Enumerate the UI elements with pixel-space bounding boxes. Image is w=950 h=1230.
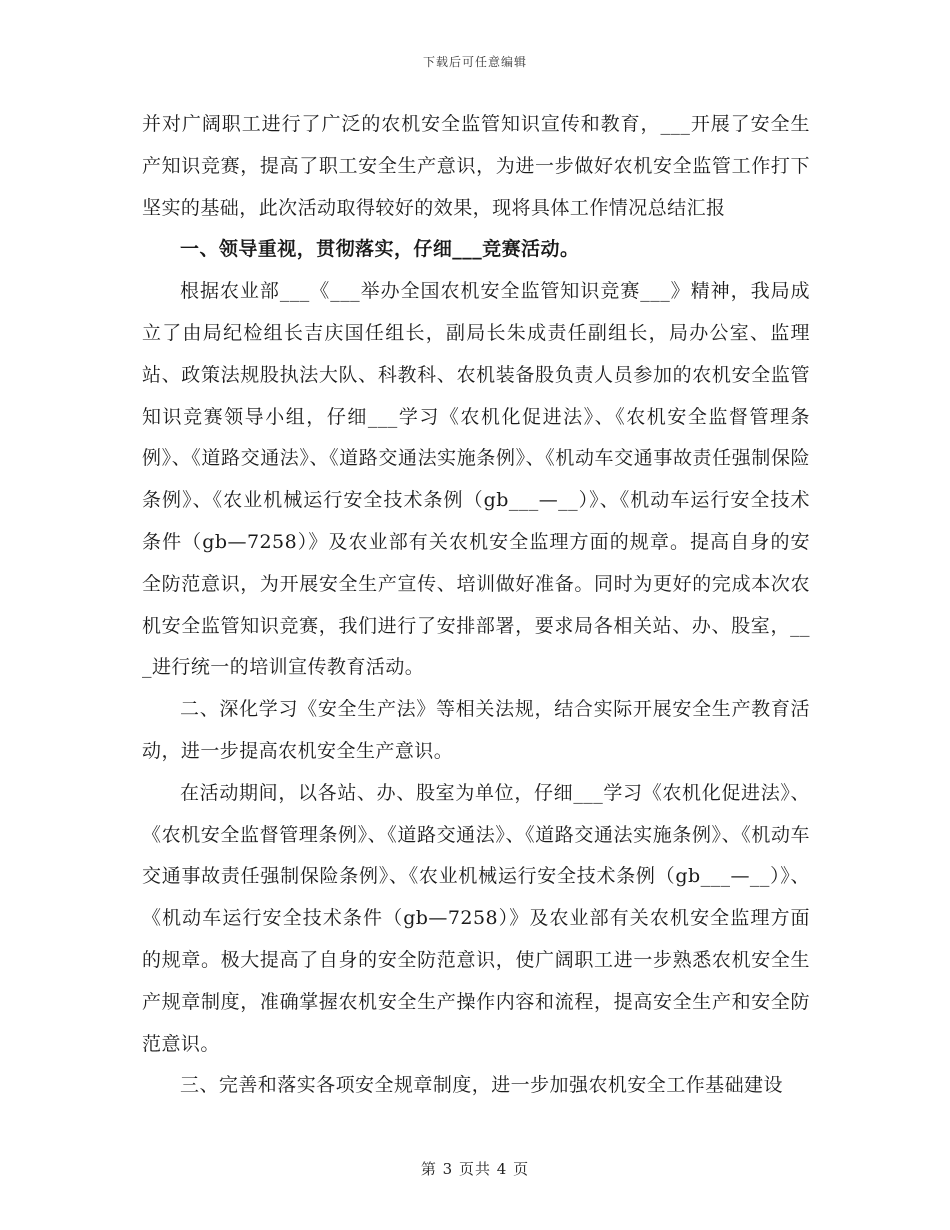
paragraph-intro-continued: 并对广阔职工进行了广泛的农机安全监管知识宣传和教育，___开展了安全生产知识竞赛，提高了职工安全生产意识，为进一步做好农机安全监管工作打下坚实的基础，此次活动取得较好的效果，现将具体工作情况总结汇报 (142, 113, 810, 219)
document-body (142, 104, 810, 1107)
section-heading-1: 一、领导重视，贯彻落实，仔细___竞赛活动。 (180, 238, 580, 261)
paragraph-section-1-body: 根据农业部___《___举办全国农机安全监管知识竞赛___》精神，我局成立了由局纪检组长吉庆国任组长，副局长朱成责任副组长，局办公室、监理站、政策法规股执法大队、科教科、农机装备股负责人员参加的农机安全监管知识竞赛领导小组，仔细___学习《农机化促进法》、《农机安全监督管理条例》、《道路交通法》、《道路交通法实施条例》、《机动车交通事故责任强制保险条例》、《农业机械运行安全技术条例（gb___—__）》、《机动车运行安全技术条件（gb—7258）》及农业部有关农机安全监理方面的规章。提高自身的安全防范意识，为开展安全生产宣传、培训做好准备。同时为更好的完成本次农机安全监管知识竞赛，我们进行了安排部署，要求局各相关站、办、股室，___进行统一的培训宣传教育活动。 (142, 280, 810, 679)
page-number: 第 3 页共 4 页 (420, 1160, 530, 1178)
page-header: 下载后可任意编辑 (422, 55, 527, 69)
section-heading-2: 二、深化学习《安全生产法》等相关法规，结合实际开展安全生产教育活动，进一步提高农机安全生产意识。 (142, 698, 810, 762)
section-heading-3: 三、完善和落实各项安全规章制度，进一步加强农机安全工作基础建设 (180, 1074, 783, 1097)
paragraph-section-2-body: 在活动期间，以各站、办、股室为单位，仔细___学习《农机化促进法》、《农机安全监督管理条例》、《道路交通法》、《道路交通法实施条例》、《机动车交通事故责任强制保险条例》、《农业机械运行安全技术条例（gb___—__）》、《机动车运行安全技术条件（gb—7258）》及农业部有关农机安全监理方面的规章。极大提高了自身的安全防范意识，使广阔职工进一步熟悉农机安全生产规章制度，准确掌握农机安全生产操作内容和流程，提高安全生产和安全防范意识。 (142, 781, 810, 1055)
